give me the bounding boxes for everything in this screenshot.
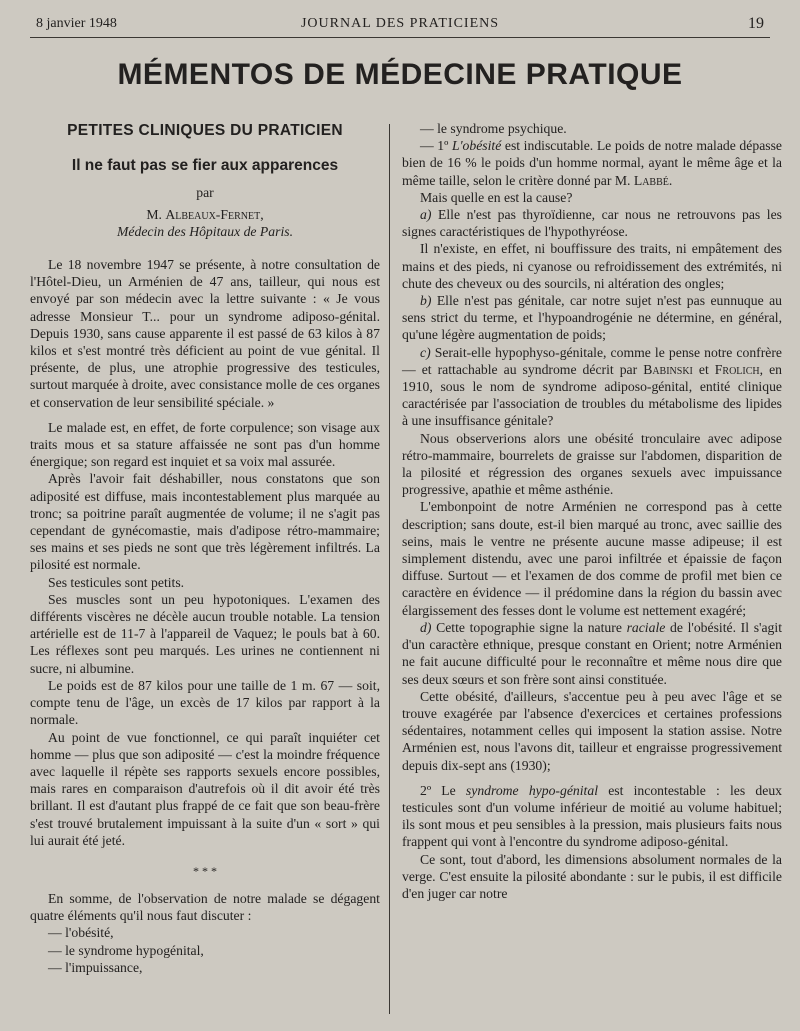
text: est indiscutable. Le poids de notre malade dépasse bien de 16 % le poids d'un homme normal, ayant le même âge et la même taille, selon le critère donné par M. [402, 138, 782, 188]
asterism: * * * [193, 863, 217, 878]
text: est incontestable : les deux testicules sont d'un volume inférieur de moitié au volume habituel; ils sont mous et peu sensibles à la pression, mais plusieurs faits nous frappent qui vont à l'encontre du syndrome adiposo-génital. [402, 782, 783, 850]
paragraph: Ses testicules sont petits. [48, 574, 185, 590]
cited-name: Babinski [643, 361, 693, 377]
paragraph [402, 344, 782, 430]
paragraph: En somme, de l'observation de notre malade se dégagent quatre éléments qu'il nous faut discuter : [30, 890, 380, 924]
text: de l'obésité. Il s'agit d'un caractère ethnique, presque constant en Orient; notre Arménien ne fait aucune difficulté pour le reconnaître et même nous dire que ses deux sœurs et son frère sont ainsi constituée. [402, 619, 783, 687]
main-title: MÉMENTOS DE MÉDECINE PRATIQUE [117, 58, 683, 91]
byline-par: par [196, 185, 214, 201]
issue-date: 8 janvier 1948 [36, 16, 117, 31]
paragraph: Le poids est de 87 kilos pour une taille de 1 m. 67 — soit, compte tenu de l'âge, un excès de 17 kilos par rapport à la normale. [30, 677, 380, 728]
item-label: c) [420, 344, 435, 360]
text: en 1910, sous le nom de syndrome adiposo-génital, entité clinique caractérisée par l'association de troubles du métabolisme des lipides à une insuffisance génitale? [402, 361, 782, 429]
item-label: d) [420, 619, 437, 635]
list-item: — le syndrome hypogénital, [48, 942, 204, 958]
paragraph: Après l'avoir fait déshabiller, nous constatons que son adiposité est diffuse, mais incontestablement plus marquée au tronc; sa poitrine paraît augmentée de volume; il ne s'agit pas cependant de gynécomastie, mais d'adipose rétro-mammaire; ses mains et ses pieds ne sont que très légèrement infiltrés. La pilosité est normale. [30, 471, 380, 573]
paragraph: Au point de vue fonctionnel, ce qui paraît inquiéter cet homme — plus que son adiposité — c'est la moindre fréquence avec laquelle il répète ses rapports sexuels encore possibles, mais rares en comparaison d'autrefois où il dit avoir été très brillant. Il est d'autant plus frappé de ce fait que son beau-frère s'est trouvé brutalement impuissant à la suite d'un « sort » qui lui aurait été jeté. [30, 729, 380, 848]
item-number: — 1º [420, 138, 452, 154]
paragraph: L'embonpoint de notre Arménien ne correspond pas à cette description; sans doute, est-il bien marqué au tronc, avec saillie des seins, mais le ventre ne présente aucune masse adipeuse; il est simplement distendu, avec une paroi infiltrée et épaissie de façon diffuse. Surtout — et l'examen de dos comme de profil met bien ce caractère en évidence — il prédomine dans la région du bassin avec élargissement des fesses dont le volume est nettement exagéré; [402, 499, 782, 618]
text: Elle n'est pas génitale, car notre sujet n'est pas eunnuque au sens strict du terme, et l'hypoandrogénie ne détermine, en général, qu'une légère augmentation de poids; [402, 293, 782, 343]
paragraph: Il n'existe, en effet, ni bouffissure des traits, ni empâtement des mains et des pieds, ni cyanose ou refroidissement des extrémités, ni chute des cheveux ou des sourcils, ni altération des ongles; [402, 241, 782, 291]
author-affiliation: Médecin des Hôpitaux de Paris. [117, 223, 293, 239]
paragraph: Ce sont, tout d'abord, les dimensions absolument normales de la verge. C'est ensuite la pilosité abondante : sur le pubis, il est difficile d'en juger car notre [402, 851, 782, 901]
text: Cette topographie signe la nature [436, 619, 627, 635]
paragraph [402, 292, 782, 344]
paragraph: Mais quelle en est la cause? [420, 189, 573, 205]
paragraph: Nous observerions alors une obésité tronculaire avec adipose rétro-mammaire, bourrelets de graisse sur l'abdomen, disparition de la pilosité et régression des organes sexuels avec impuissance progressive, apathie et même asthénie. [402, 430, 782, 498]
paragraph [402, 137, 782, 189]
section-title: PETITES CLINIQUES DU PRATICIEN [67, 122, 343, 139]
text: Serait-elle hypophyso-génitale, comme le pense notre confrère — et rattachable au syndrome décrit par [402, 344, 782, 377]
column-divider [389, 124, 390, 1014]
paragraph [402, 782, 782, 851]
list-item: — le syndrome psychique. [420, 121, 567, 136]
text: Elle n'est pas thyroïdienne, car nous ne retrouvons pas les signes caractéristiques de l'hypothyréose. [402, 207, 782, 240]
term: syndrome hypo-génital [465, 782, 599, 798]
paragraph: Le malade est, en effet, de forte corpulence; son visage aux traits mous et sa stature affaissée ne sont pas d'un homme énergique; son regard est inquiet et sa voix mal assurée. [30, 419, 380, 470]
paragraph [402, 619, 782, 688]
author-prefix: M. [146, 206, 166, 222]
left-column [30, 120, 380, 976]
right-column [402, 120, 782, 902]
journal-name: JOURNAL DES PRATICIENS [300, 16, 500, 31]
page-number: 19 [748, 15, 764, 32]
text: et [692, 361, 715, 377]
term: raciale [626, 619, 666, 635]
list-item: — l'impuissance, [48, 959, 143, 975]
paragraph: Le 18 novembre 1947 se présente, à notre consultation de l'Hôtel-Dieu, un Arménien de 47 ans, tailleur, qui nous est envoyé par son médecin avec la lettre suivante : « Je vous adresse Monsieur T... pour un syndrome adiposo-génital. Depuis 1930, sans cause apparente il est passé de 63 kilos à 87 kilos et s'est montré très déficient au point de vue génital. Il présente, de plus, une atrophie progressive des testicules, surtout marquée à droite, avec consistance molle de ces organes et conservation de leur sensibilité spéciale. » [30, 257, 380, 410]
article-title: Il ne faut pas se fier aux apparences [71, 157, 339, 175]
author-name: Albeaux-Fernet, [165, 206, 264, 222]
item-label: a) [420, 207, 438, 223]
cited-name: Frolich, [714, 361, 764, 377]
author [30, 206, 380, 223]
paragraph: Cette obésité, d'ailleurs, s'accentue peu à peu avec l'âge et se trouve exagérée par l'absence d'exercices et certaines professions sédentaires, notamment celles qui imposent la station assise. Notre Arménien est, nous l'avons dit, tailleur et engraisse progressivement depuis dix-sept ans (1930); [402, 688, 782, 773]
paragraph: Ses muscles sont un peu hypotoniques. L'examen des différents viscères ne décèle aucun trouble notable. La tension artérielle est de 11-7 à l'appareil de Vaquez; le pouls bat à 60. Les réflexes sont peu marqués. Les urines ne contiennent ni sucre, ni albumine. [30, 591, 380, 676]
cited-name: Labbé. [633, 172, 673, 188]
paragraph [402, 206, 782, 240]
term: L'obésité [451, 138, 502, 154]
page-header [36, 14, 764, 36]
header-rule [30, 37, 770, 38]
item-number: 2º Le [420, 782, 466, 798]
item-label: b) [420, 293, 437, 309]
list-item: — l'obésité, [48, 925, 114, 941]
